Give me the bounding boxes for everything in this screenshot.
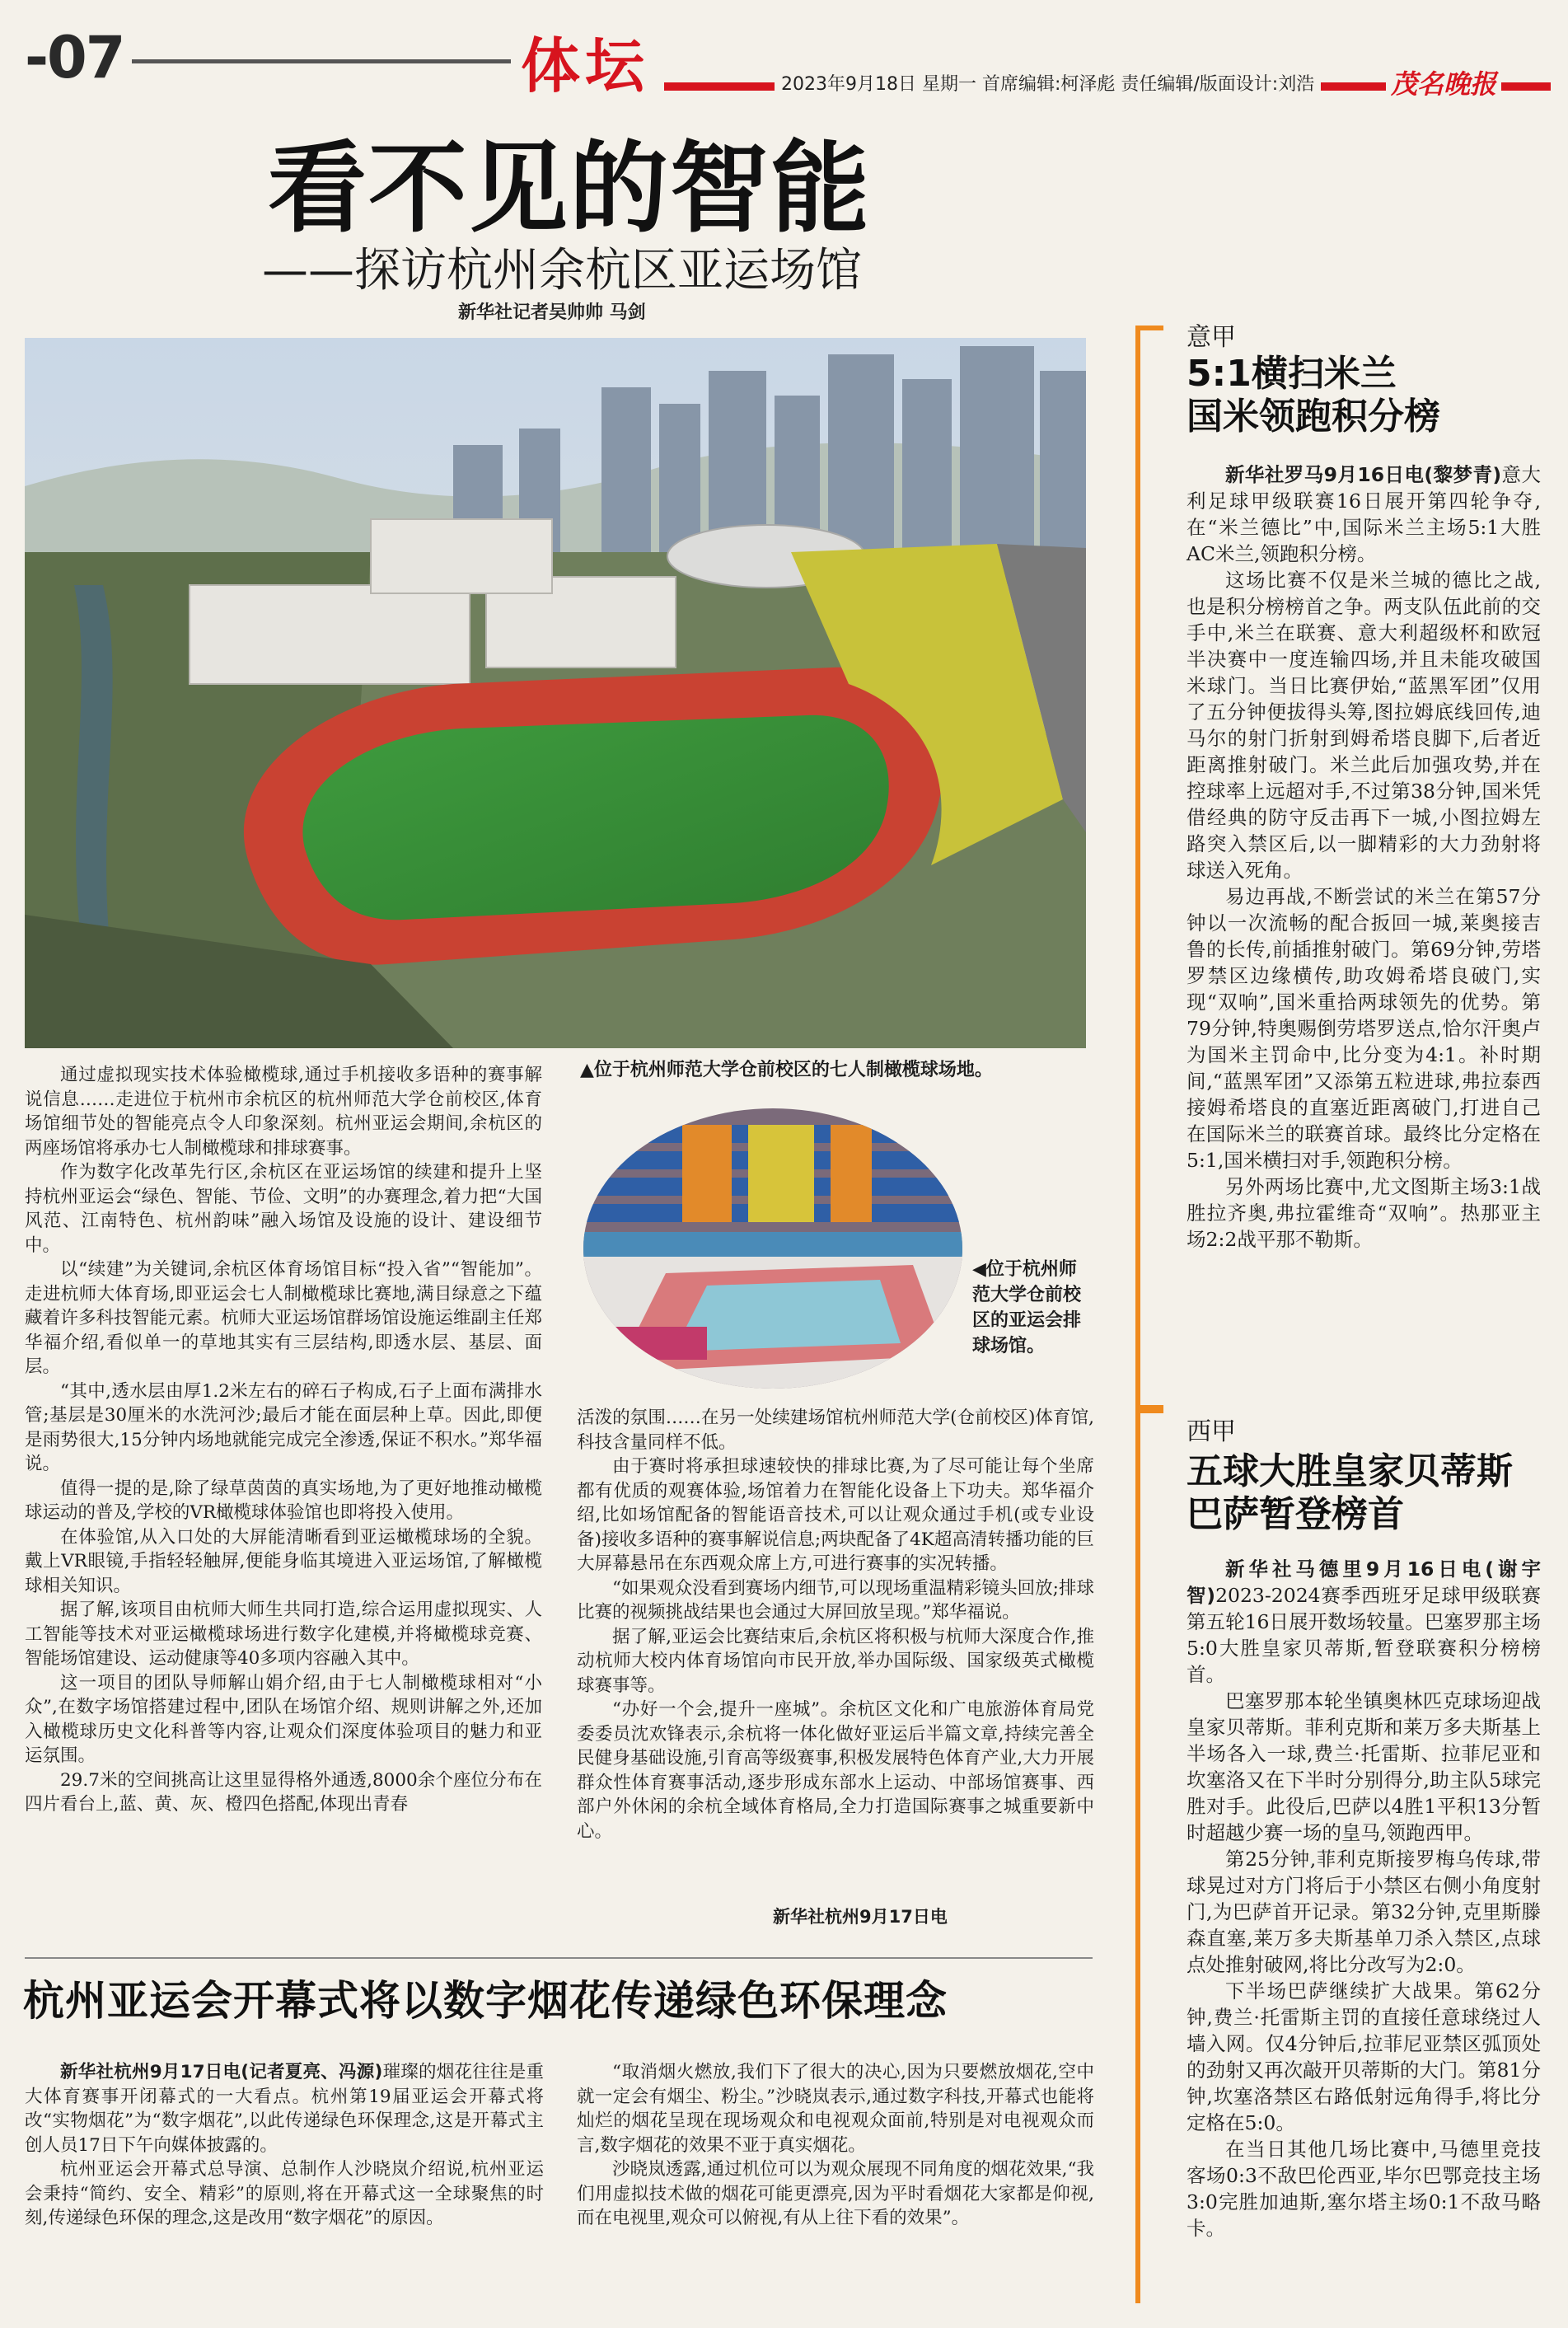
paragraph: 巴塞罗那本轮坐镇奥林匹克球场迎战皇家贝蒂斯。菲利克斯和莱万多夫斯基上半场各入一球,费兰·托雷斯、拉菲尼亚和坎塞洛又在下半时分别得分,助主队5球完胜对手。此役后,巴萨以4胜1平积13分暂时超越少赛一场的皇马,领跑西甲。 — [1187, 1689, 1541, 1844]
paragraph: 以“续建”为关键词,余杭区体育场馆目标“投入省”“智能加”。走进杭师大体育场,即亚运会七人制橄榄球比赛地,满目绿意之下蕴藏着许多科技智能元素。杭师大亚运场馆群场馆设施运维副主任郑华福介绍,看似单一的草地其实有三层结构,即透水层、基层、面层。 — [25, 1259, 542, 1377]
main-byline: 新华社记者吴帅帅 马剑 — [458, 302, 646, 323]
photo-caption-top: ▲位于杭州师范大学仓前校区的七人制橄榄球场地。 — [580, 1060, 993, 1080]
sidebar-bracket — [1135, 326, 1163, 1413]
paragraph: “办好一个会,提升一座城”。余杭区文化和广电旅游体育局党委委员沈欢锋表示,余杭将一体化做好亚运后半篇文章,持续完善全民健身基础设施,引育高等级赛事,积极发展特色体育产业,大力开展群众性体育赛事活动,逐步形成东部水上运动、中部场馆赛事、西部户外休闲的余杭全域体育格局,全力打造国际赛事之城重要新中心。 — [577, 1699, 1094, 1842]
sidebar1-title-line2: 国米领跑积分榜 — [1187, 396, 1440, 438]
sidebar2-title-line1: 五球大胜皇家贝蒂斯 — [1187, 1450, 1513, 1492]
paragraph: 在当日其他几场比赛中,马德里竞技客场0:3不敌巴伦西亚,毕尔巴鄂竞技主场3:0完胜加迪斯,塞尔塔主场0:1不敌马略卡。 — [1187, 2138, 1541, 2240]
bottom-article-lead: 新华社杭州9月17日电(记者夏亮、冯源) — [60, 2062, 383, 2082]
sidebar2-title-line2: 巴萨暂登榜首 — [1187, 1493, 1404, 1535]
main-article-signoff: 新华社杭州9月17日电 — [773, 1907, 948, 1927]
dateline: 2023年9月18日 星期一 首席编辑:柯泽彪 责任编辑/版面设计:刘浩 — [775, 74, 1321, 96]
photo-caption-side: ◀位于杭州师范大学仓前校区的亚运会排球场馆。 — [972, 1259, 1082, 1356]
bottom-divider — [25, 1957, 1093, 1959]
main-subtitle: ——探访杭州余杭区亚运场馆 — [262, 244, 862, 297]
sidebar2-tag: 西甲 — [1187, 1417, 1236, 1446]
sidebar2-lead: 新华社马德里9月16日电(谢宇智) — [1187, 1557, 1541, 1607]
main-title: 看不见的智能 — [268, 132, 871, 246]
paragraph: 沙晓岚透露,通过机位可以为观众展现不同角度的烟花效果,“我们用虚拟技术做的烟花可能更漂亮,因为平时看烟花大家都是仰视,而在电视里,观众可以俯视,有从上往下看的效果”。 — [577, 2159, 1094, 2228]
paragraph: 易边再战,不断尝试的米兰在第57分钟以一次流畅的配合扳回一城,莱奥接吉鲁的长传,前插推射破门。第69分钟,劳塔罗禁区边缘横传,助攻姆希塔良破门,实现“双响”,国米重拾两球领先的优势。第79分钟,特奥赐倒劳塔罗送点,恰尔汗奥卢为国米主罚命中,比分变为4:1。补时期间,“蓝黑军团”又添第五粒进球,弗拉泰西接姆希塔良的直塞近距离破门,打进自己在国际米兰的联赛首球。最终比分定格在5:1,国米横扫对手,领跑积分榜。 — [1187, 885, 1541, 1172]
paragraph: “取消烟火燃放,我们下了很大的决心,因为只要燃放烟花,空中就一定会有烟尘、粉尘。”沙晓岚表示,通过数字科技,开幕式也能将灿烂的烟花呈现在现场观众和电视观众面前,特别是对电视观众而言,数字烟花的效果不亚于真实烟花。 — [577, 2062, 1094, 2156]
bottom-article-col2 — [577, 2060, 1094, 2316]
paragraph: 值得一提的是,除了绿草茵茵的真实场地,为了更好地推动橄榄球运动的普及,学校的VR橄榄球体验馆也即将投入使用。 — [25, 1478, 542, 1523]
sidebar1-body — [1187, 461, 1541, 1351]
bottom-article-col1 — [25, 2060, 544, 2316]
paragraph: 据了解,该项目由杭师大师生共同打造,综合运用虚拟现实、人工智能等技术对亚运橄榄球场进行数字化建模,并将橄榄球竞赛、智能场馆建设、运动健康等40多项内容融入其中。 — [25, 1600, 542, 1669]
paragraph: “如果观众没看到赛场内细节,可以现场重温精彩镜头回放;排球比赛的视频挑战结果也会通过大屏回放呈现。”郑华福说。 — [577, 1577, 1094, 1623]
paragraph: 第25分钟,菲利克斯接罗梅乌传球,带球晃过对方门将后于小禁区右侧小角度射门,为巴萨首开记录。第32分钟,克里斯滕森直塞,莱万多夫斯基单刀杀入禁区,点球点处推射破网,将比分改写为2:0。 — [1187, 1848, 1541, 1976]
sidebar1-lead: 新华社罗马9月16日电(黎梦青) — [1225, 463, 1502, 486]
paragraph: 另外两场比赛中,尤文图斯主场3:1战胜拉齐奥,弗拉霍维奇“双响”。热那亚主场2:2战平那不勒斯。 — [1187, 1175, 1541, 1251]
paragraph: 在体验馆,从入口处的大屏能清晰看到亚运橄榄球场的全貌。戴上VR眼镜,手指轻轻触屏,便能身临其境进入亚运场馆,了解橄榄球相关知识。 — [25, 1526, 542, 1596]
paragraph: 由于赛时将承担球速较快的排球比赛,为了尽可能让每个坐席都有优质的观赛体验,场馆着力在智能化设备上下功夫。郑华福介绍,比如场馆配备的智能语音技术,可以让观众通过手机(或专业设备)接收多语种的赛事解说信息;两块配备了4K超高清转播功能的巨大屏幕悬吊在东西观众席上方,可进行赛事的实况转播。 — [577, 1456, 1094, 1574]
paragraph: 下半场巴萨继续扩大战果。第62分钟,费兰·托雷斯主罚的直接任意球绕过人墙入网。仅4分钟后,拉菲尼亚禁区弧顶处的劲射又再次敲开贝蒂斯的大门。第81分钟,坎塞洛禁区右路低射远角得手,将比分定格在5:0。 — [1187, 1979, 1541, 2134]
paragraph: 这一项目的团队导师解山娟介绍,由于七人制橄榄球相对“小众”,在数字场馆搭建过程中,团队在场馆介绍、规则讲解之外,还加入橄榄球历史文化科普等内容,让观众们深度体验项目的魅力和亚运氛围。 — [25, 1672, 542, 1766]
paragraph-text: 璀璨的烟花往往是重大体育赛事开闭幕式的一大看点。杭州第19届亚运会开幕式将改“实物烟花”为“数字烟花”,以此传递绿色环保理念,这是开幕式主创人员17日下午向媒体披露的。 — [25, 2062, 544, 2156]
paragraph: 据了解,亚运会比赛结束后,余杭区将积极与杭师大深度合作,推动杭师大校内体育场馆向市民开放,举办国际级、国家级英式橄榄球赛事等。 — [577, 1626, 1094, 1696]
sidebar2-bracket — [1135, 1405, 1163, 2303]
paragraph: 通过虚拟现实技术体验橄榄球,通过手机接收多语种的赛事解说信息……走进位于杭州市余杭区的杭州师范大学仓前校区,体育场馆细节处的智能亮点令人印象深刻。杭州亚运会期间,余杭区的两座场馆将承办七人制橄榄球和排球赛事。 — [25, 1065, 542, 1159]
section-label: 体坛 — [521, 31, 650, 101]
paragraph: 这场比赛不仅是米兰城的德比之战,也是积分榜榜首之争。两支队伍此前的交手中,米兰在联赛、意大利超级杯和欧冠半决赛中一度连输四场,并且未能攻破国米球门。当日比赛伊始,“蓝黑军团”仅用了五分钟便拔得头筹,图拉姆底线回传,迪马尔的射门折射到姆希塔良脚下,后者近距离推射破门。米兰此后加强攻势,并在控球率上远超对手,不过第38分钟,国米凭借经典的防守反击再下一城,小图拉姆左路突入禁区后,以一脚精彩的大力劲射将球送入死角。 — [1187, 569, 1541, 882]
paragraph — [1187, 1556, 1541, 1688]
main-article-col2 — [577, 1406, 1094, 1917]
sidebar2-body — [1187, 1556, 1541, 2314]
paragraph: 杭州亚运会开幕式总导演、总制作人沙晓岚介绍说,杭州亚运会秉持“简约、安全、精彩”的原则,将在开幕式这一全球聚焦的时刻,传递绿色环保的理念,这是改用“数字烟花”的原因。 — [25, 2159, 544, 2228]
sidebar1-title-line1: 5:1横扫米兰 — [1187, 353, 1397, 395]
volleyball-arena-photo — [583, 1108, 962, 1389]
paragraph: “其中,透水层由厚1.2米左右的碎石子构成,石子上面布满排水管;基层是30厘米的水洗河沙;最后才能在面层种上草。因此,即便是雨势很大,15分钟内场地就能完成完全渗透,保证不积水。”郑华福说。 — [25, 1380, 542, 1474]
volleyball-arena-image — [583, 1108, 962, 1389]
paper-logo: 茂名晚报 — [1386, 69, 1501, 99]
stadium-aerial-image — [25, 338, 1086, 1048]
masthead-rule-left — [132, 59, 511, 63]
bottom-article-title: 杭州亚运会开幕式将以数字烟花传递绿色环保理念 — [23, 1977, 948, 2025]
paragraph: 29.7米的空间挑高让这里显得格外通透,8000余个座位分布在四片看台上,蓝、黄、灰、橙四色搭配,体现出青春 — [25, 1769, 542, 1815]
paragraph — [1187, 461, 1541, 567]
stadium-aerial-photo — [25, 338, 1086, 1048]
paragraph: 作为数字化改革先行区,余杭区在亚运场馆的续建和提升上坚持杭州亚运会“绿色、智能、节俭、文明”的办赛理念,着力把“大国风范、江南特色、杭州韵味”融入场馆及设施的设计、建设细节中。 — [25, 1162, 542, 1256]
sidebar1-tag: 意甲 — [1187, 323, 1236, 352]
section-badge — [521, 31, 649, 101]
main-article-col1 — [25, 1063, 542, 1920]
page-number: -07 — [25, 24, 124, 91]
paragraph-text: 2023-2024赛季西班牙足球甲级联赛第五轮16日展开数场较量。巴塞罗那主场5:0大胜皇家贝蒂斯,暂登联赛积分榜榜首。 — [1187, 1584, 1541, 1686]
paragraph — [25, 2060, 544, 2157]
paragraph: 活泼的氛围……在另一处续建场馆杭州师范大学(仓前校区)体育馆,科技含量同样不低。 — [577, 1408, 1094, 1453]
paragraph-text: 意大利足球甲级联赛16日展开第四轮争夺,在“米兰德比”中,国际米兰主场5:1大胜AC米兰,领跑积分榜。 — [1187, 463, 1541, 565]
